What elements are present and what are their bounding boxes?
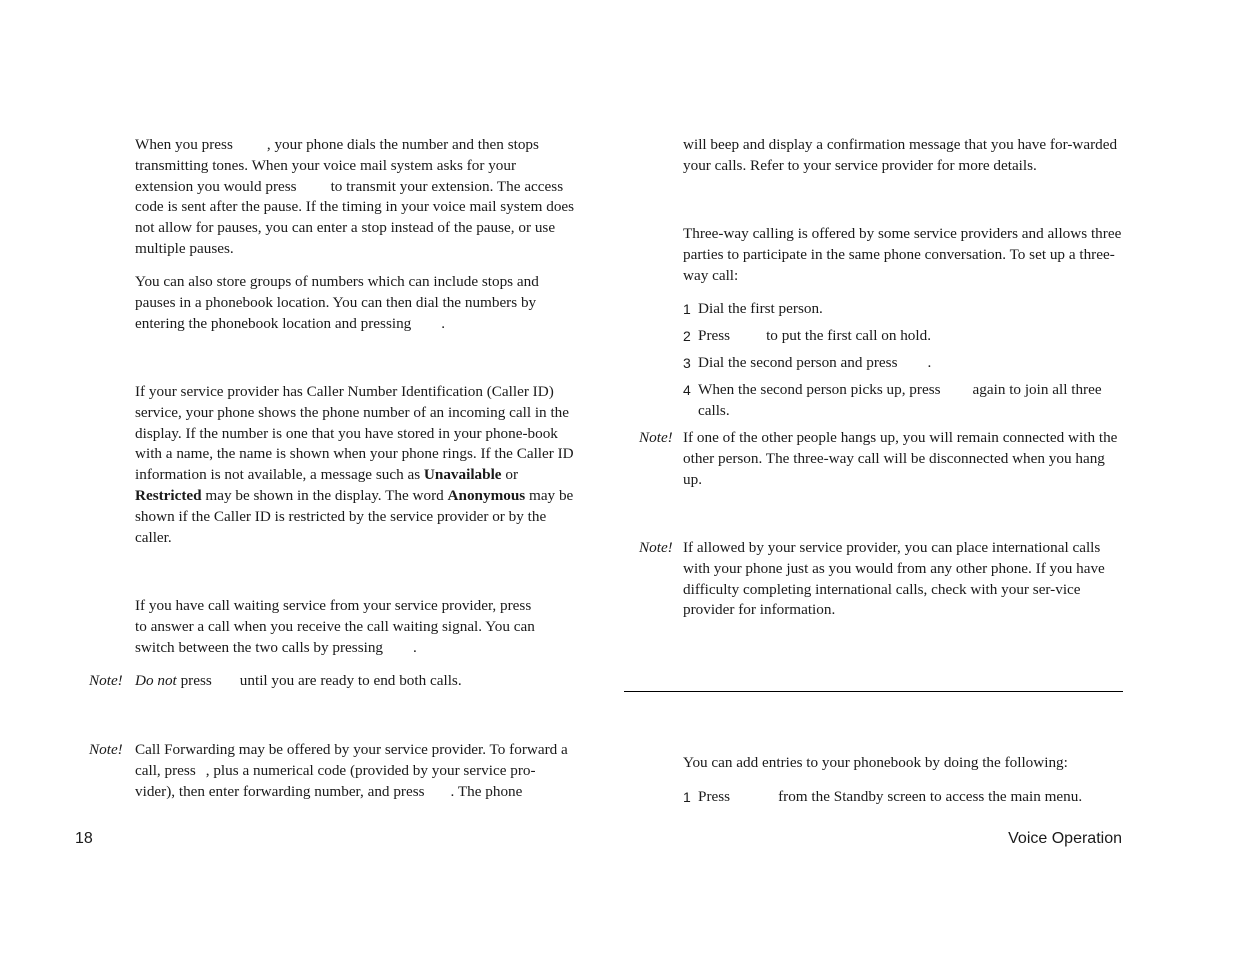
text-run: . [413, 638, 417, 656]
text-run: If you have call waiting service from your service provider, press [135, 597, 532, 614]
text-run: When the second person picks up, press [698, 381, 941, 398]
forwarding-continued-paragraph: will beep and display a confirmation message that you have for-warded your calls. Refer to your service provider for more details. [683, 136, 1118, 174]
text-run: again to join all three calls. [698, 381, 1102, 419]
text-run: Dial the second person and press [698, 354, 898, 371]
text-run: to answer a call when you receive the call waiting signal. You can switch between the two calls by pressing [135, 617, 535, 656]
three-way-note: If one of the other people hangs up, you will remain connected with the other person. The three-way call will be disconnected when you hang up. [683, 429, 1118, 488]
text-run: . [927, 354, 932, 371]
text-run: When you press [135, 136, 233, 153]
text-run: Press [698, 327, 731, 344]
voicemail-pause-paragraph [135, 135, 575, 260]
text-run: may be shown in the display. The word [205, 486, 444, 504]
text-run: until you are ready to end both calls. [239, 672, 462, 689]
text-run: . The phone [450, 782, 523, 800]
phonebook-groups-paragraph [135, 272, 575, 334]
call-waiting-paragraph [135, 596, 555, 658]
step-text [698, 299, 1123, 320]
text-run: from the Standby screen to access the main menu. [778, 788, 1083, 805]
text-run: , plus a numerical code (provided by your service pro-vider), then enter forwarding number, and press [135, 761, 536, 800]
unavailable-label: Unavailable [423, 466, 502, 484]
note-label: Note! [89, 741, 123, 758]
emphasis-text: Do not [135, 672, 177, 689]
three-way-intro-paragraph: Three-way calling is offered by some service providers and allows three parties to participate in the same phone conversation. To set up a three-way call: [683, 225, 1122, 284]
text-run: to put the first call on hold. [766, 327, 932, 344]
call-forwarding-note [135, 740, 575, 802]
note-label: Note! [89, 672, 123, 689]
text-run: If your service provider has Caller Number Identification (Caller ID) service, your phone shows the phone number of an incoming call in the display. If the number is one that you have stored in your phone-book with a name, the name is shown when your phone rings. If the Caller ID information is not available, a message such as [135, 383, 574, 484]
step-text [698, 326, 1123, 347]
text-run: or [505, 466, 518, 484]
call-waiting-note [135, 671, 575, 692]
section-divider [624, 691, 1123, 692]
step-text [698, 380, 1123, 422]
caller-id-paragraph [135, 382, 575, 548]
text-run: Call Forwarding may be offered by your service provider. To forward a call, press [135, 741, 568, 779]
anonymous-label: Anonymous [447, 486, 526, 504]
text-run: . [441, 314, 446, 332]
section-title: Voice Operation [1008, 830, 1122, 847]
restricted-label: Restricted [135, 486, 202, 504]
page-number: 18 [75, 830, 93, 847]
text-run: press [180, 672, 212, 689]
step-number: 3 [683, 355, 691, 371]
step-number: 2 [683, 328, 691, 344]
text-run: may be shown if the Caller ID is restricted by the service provider or by the caller. [135, 486, 574, 546]
note-label: Note! [639, 429, 673, 446]
step-number: 4 [683, 382, 691, 398]
text-run: You can also store groups of numbers which can include stops and pauses in a phonebook location. You can then dial the numbers by entering the phonebook location and pressing [135, 273, 539, 332]
text-run: Dial the first person. [698, 300, 823, 317]
text-run: , your phone dials the number and then stops transmitting tones. When your voice mail system asks for your extension you would press [135, 136, 539, 195]
step-text [698, 353, 1123, 374]
step-number: 1 [683, 789, 691, 805]
text-run: to transmit your extension. The access code is sent after the pause. If the timing in your voice mail system does not allow for pauses, you can enter a stop instead of the pause, or use multiple pauses. [135, 177, 575, 257]
phonebook-intro-paragraph: You can add entries to your phonebook by doing the following: [683, 754, 1068, 771]
text-run: Press [698, 788, 731, 805]
international-calls-note: If allowed by your service provider, you can place international calls with your phone just as you would from any other phone. If you have difficulty completing international calls, check with your ser-vice provider for information. [683, 539, 1105, 619]
step-number: 1 [683, 301, 691, 317]
note-label: Note! [639, 539, 673, 556]
step-text [698, 787, 1123, 808]
